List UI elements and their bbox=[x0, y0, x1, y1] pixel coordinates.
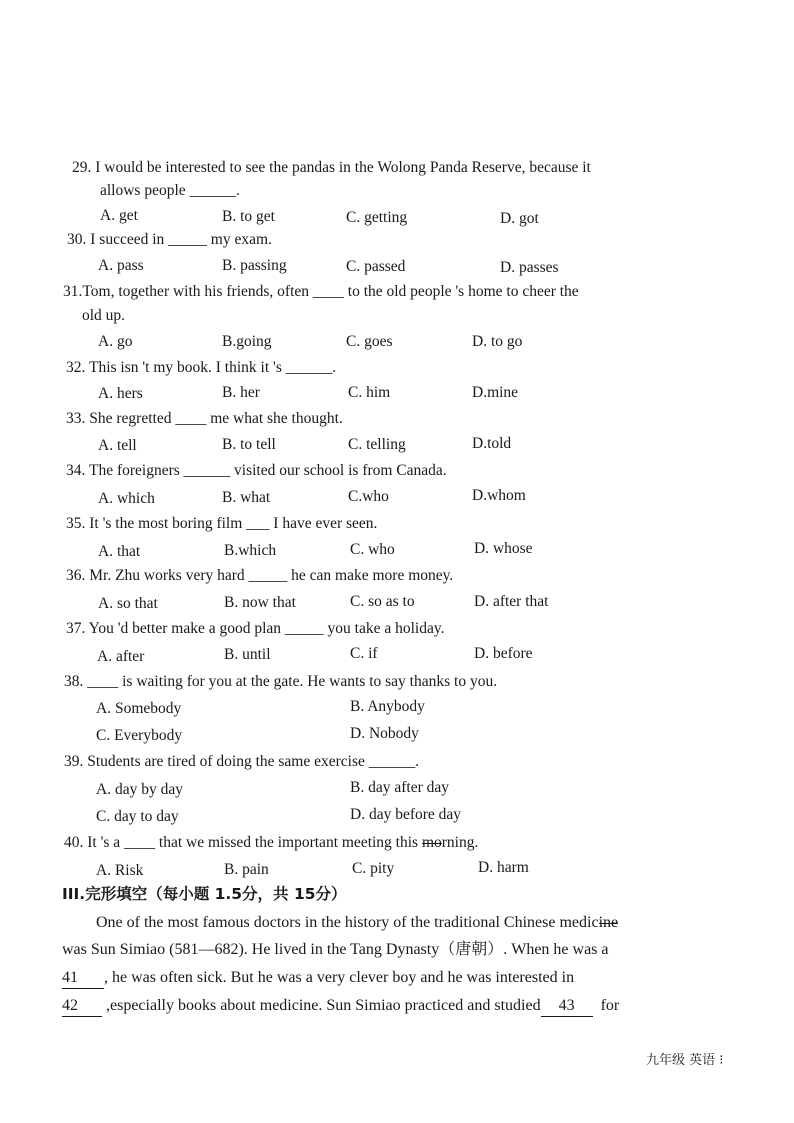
question-35-option-b[interactable]: B.which bbox=[224, 542, 277, 559]
question-32-option-d[interactable]: D.mine bbox=[472, 384, 519, 401]
question-38-option-b[interactable]: B. Anybody bbox=[350, 698, 425, 715]
passage-line-1: One of the most famous doctors in the history of the traditional Chinese medicine bbox=[96, 914, 619, 931]
page-footer: 九年级 英语 ⁝ bbox=[646, 1053, 724, 1068]
question-38-option-a[interactable]: A. Somebody bbox=[96, 700, 182, 717]
question-38-option-c[interactable]: C. Everybody bbox=[96, 727, 183, 744]
question-32-option-b[interactable]: B. her bbox=[222, 384, 260, 401]
question-37-option-b[interactable]: B. until bbox=[224, 646, 271, 663]
question-40-option-a[interactable]: A. Risk bbox=[96, 862, 144, 879]
blank-43[interactable]: 43 bbox=[541, 996, 593, 1017]
question-30-option-a[interactable]: A. pass bbox=[98, 257, 144, 274]
question-30-option-b[interactable]: B. passing bbox=[222, 257, 287, 274]
question-36-option-b[interactable]: B. now that bbox=[224, 594, 296, 611]
question-31-option-a[interactable]: A. go bbox=[98, 333, 133, 350]
question-38-option-d[interactable]: D. Nobody bbox=[350, 725, 419, 742]
question-40-stem: 40. It 's a ____ that we missed the important meeting this morning. bbox=[64, 834, 479, 851]
question-32-option-c[interactable]: C. him bbox=[348, 384, 391, 401]
question-40-option-d[interactable]: D. harm bbox=[478, 859, 529, 876]
question-31-stem-cont: old up. bbox=[82, 307, 126, 324]
question-35-stem: 35. It 's the most boring film ___ I have ever seen. bbox=[66, 515, 378, 532]
question-33-option-a[interactable]: A. tell bbox=[98, 437, 137, 454]
question-29-option-a[interactable]: A. get bbox=[100, 207, 138, 224]
question-33-option-c[interactable]: C. telling bbox=[348, 436, 406, 453]
question-31-stem: 31.Tom, together with his friends, often ____ to the old people 's home to cheer the bbox=[63, 283, 579, 300]
question-29-option-d[interactable]: D. got bbox=[500, 210, 539, 227]
question-33-option-d[interactable]: D.told bbox=[472, 435, 512, 452]
question-30-option-d[interactable]: D. passes bbox=[500, 259, 559, 276]
question-37-option-d[interactable]: D. before bbox=[474, 645, 533, 662]
question-39-option-d[interactable]: D. day before day bbox=[350, 806, 462, 823]
question-34-stem: 34. The foreigners ______ visited our school is from Canada. bbox=[66, 462, 447, 479]
question-37-option-c[interactable]: C. if bbox=[350, 645, 378, 662]
passage-line-3: 41 , he was often sick. But he was a very clever boy and he was interested in bbox=[62, 968, 574, 989]
question-39-option-b[interactable]: B. day after day bbox=[350, 779, 449, 796]
question-38-stem: 38. ____ is waiting for you at the gate. He wants to say thanks to you. bbox=[64, 673, 498, 690]
question-32-stem: 32. This isn 't my book. I think it 's ______. bbox=[66, 359, 337, 376]
question-29-stem-cont: allows people ______. bbox=[100, 182, 240, 199]
question-32-option-a[interactable]: A. hers bbox=[98, 385, 143, 402]
question-35-option-d[interactable]: D. whose bbox=[474, 540, 533, 557]
question-40-option-c[interactable]: C. pity bbox=[352, 860, 395, 877]
question-39-stem: 39. Students are tired of doing the same exercise ______. bbox=[64, 753, 420, 770]
question-34-option-a[interactable]: A. which bbox=[98, 490, 155, 507]
question-34-option-b[interactable]: B. what bbox=[222, 489, 271, 506]
question-30-stem: 30. I succeed in _____ my exam. bbox=[67, 231, 272, 248]
question-36-option-a[interactable]: A. so that bbox=[98, 595, 158, 612]
question-34-option-d[interactable]: D.whom bbox=[472, 487, 526, 504]
passage-line-4: 42 ,especially books about medicine. Sun Simiao practiced and studied 43 for bbox=[62, 996, 619, 1017]
question-29-stem: 29. I would be interested to see the pandas in the Wolong Panda Reserve, because it bbox=[72, 159, 591, 176]
question-36-option-d[interactable]: D. after that bbox=[474, 593, 549, 610]
question-35-option-a[interactable]: A. that bbox=[98, 543, 141, 560]
question-39-option-a[interactable]: A. day by day bbox=[96, 781, 183, 798]
question-29-option-b[interactable]: B. to get bbox=[222, 208, 275, 225]
question-37-stem: 37. You 'd better make a good plan _____ you take a holiday. bbox=[66, 620, 445, 637]
question-29-option-c[interactable]: C. getting bbox=[346, 209, 408, 226]
question-33-stem: 33. She regretted ____ me what she thought. bbox=[66, 410, 343, 427]
question-40-option-b[interactable]: B. pain bbox=[224, 861, 269, 878]
question-36-option-c[interactable]: C. so as to bbox=[350, 593, 415, 610]
question-37-option-a[interactable]: A. after bbox=[97, 648, 145, 665]
question-33-option-b[interactable]: B. to tell bbox=[222, 436, 276, 453]
question-36-stem: 36. Mr. Zhu works very hard _____ he can make more money. bbox=[66, 567, 454, 584]
question-34-option-c[interactable]: C.who bbox=[348, 488, 389, 505]
struck-through-text: ine bbox=[598, 914, 619, 931]
passage-line-2: was Sun Simiao (581—682). He lived in the Tang Dynasty（唐朝）. When he was a bbox=[62, 941, 609, 958]
question-31-option-c[interactable]: C. goes bbox=[346, 333, 393, 350]
question-35-option-c[interactable]: C. who bbox=[350, 541, 395, 558]
question-39-option-c[interactable]: C. day to day bbox=[96, 808, 179, 825]
blank-42[interactable]: 42 bbox=[62, 996, 102, 1017]
question-31-option-d[interactable]: D. to go bbox=[472, 333, 523, 350]
question-31-option-b[interactable]: B.going bbox=[222, 333, 272, 350]
question-30-option-c[interactable]: C. passed bbox=[346, 258, 406, 275]
section-title: III.完形填空（每小题 1.5分，共 15分） bbox=[62, 885, 347, 903]
blank-41[interactable]: 41 bbox=[62, 968, 104, 989]
struck-through-text: mo bbox=[421, 834, 442, 851]
